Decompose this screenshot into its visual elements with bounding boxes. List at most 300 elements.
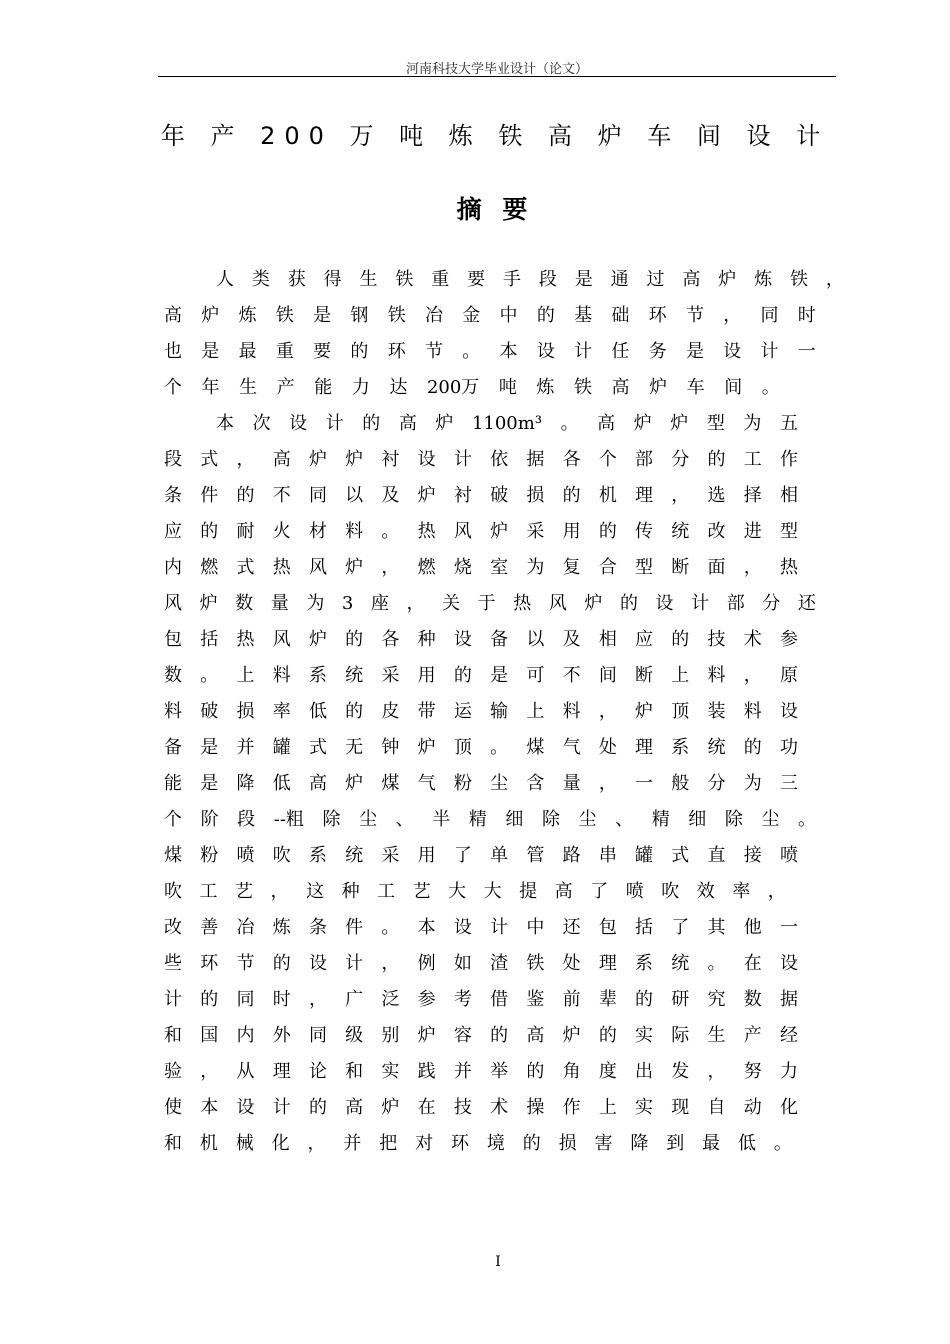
abstract-line <box>164 946 798 982</box>
abstract-token: 经 <box>779 1025 798 1046</box>
abstract-token: 、 <box>615 809 634 830</box>
abstract-token: 的 <box>200 989 219 1010</box>
abstract-token: 的 <box>308 1097 327 1118</box>
abstract-token: 了 <box>590 881 609 902</box>
abstract-token: 顶 <box>671 701 690 722</box>
abstract-token: 产 <box>276 377 295 398</box>
abstract-token: 动 <box>743 1097 762 1118</box>
abstract-line <box>164 802 816 838</box>
abstract-token: 改 <box>707 521 726 542</box>
abstract-line <box>164 370 780 406</box>
abstract-token: 炉 <box>199 593 218 614</box>
abstract-line <box>164 982 798 1018</box>
abstract-token: 炉 <box>584 593 603 614</box>
abstract-token: 用 <box>417 845 436 866</box>
abstract-line <box>216 406 798 442</box>
abstract-token: 内 <box>164 557 182 578</box>
abstract-token: 式 <box>200 449 219 470</box>
abstract-token: 炉 <box>417 737 436 758</box>
abstract-token: 不 <box>272 485 291 506</box>
abstract-token: 件 <box>345 917 364 938</box>
abstract-token: 设 <box>308 953 327 974</box>
abstract-token: 种 <box>417 629 436 650</box>
abstract-token: 并 <box>453 1061 472 1082</box>
abstract-token: 采 <box>526 521 545 542</box>
abstract-token: 型 <box>706 413 725 434</box>
abstract-token: 设 <box>453 629 472 650</box>
abstract-token: 热 <box>236 629 255 650</box>
abstract-token: 材 <box>308 521 327 542</box>
abstract-token: 铁 <box>275 305 294 326</box>
abstract-token: 设 <box>536 341 555 362</box>
abstract-token: 系 <box>308 845 327 866</box>
abstract-token: 设 <box>417 449 436 470</box>
abstract-token: 计 <box>490 917 509 938</box>
abstract-token: 研 <box>671 989 690 1010</box>
abstract-token: 于 <box>477 593 496 614</box>
abstract-token: 。 <box>560 413 579 434</box>
abstract-token: 计 <box>453 449 472 470</box>
abstract-token: 式 <box>308 737 327 758</box>
abstract-token: 面 <box>707 557 726 578</box>
abstract-token: 尘 <box>490 773 509 794</box>
abstract-token: 除 <box>322 809 341 830</box>
abstract-token: 他 <box>743 917 762 938</box>
abstract-token: 中 <box>526 917 545 938</box>
abstract-token: 类 <box>251 269 270 290</box>
abstract-token: 是 <box>200 773 219 794</box>
abstract-token: 采 <box>381 845 400 866</box>
abstract-token: 粉 <box>453 773 472 794</box>
abstract-line <box>216 262 844 298</box>
abstract-token: 统 <box>345 665 364 686</box>
abstract-token: 参 <box>779 629 798 650</box>
abstract-token: 个 <box>164 377 182 398</box>
abstract-token: 低 <box>738 1133 756 1154</box>
abstract-token: 效 <box>696 881 715 902</box>
abstract-token: 的 <box>598 1025 617 1046</box>
abstract-token: 高 <box>164 305 182 326</box>
abstract-token: 热 <box>272 557 291 578</box>
abstract-token: 系 <box>671 737 690 758</box>
abstract-token: 同 <box>760 305 779 326</box>
abstract-token: 尘 <box>359 809 378 830</box>
abstract-token: 罐 <box>635 845 654 866</box>
abstract-token: 计 <box>325 413 344 434</box>
abstract-token: ， <box>381 557 400 578</box>
abstract-token: 括 <box>200 629 219 650</box>
abstract-token: 境 <box>486 1133 505 1154</box>
abstract-token: ， <box>200 1061 219 1082</box>
abstract-token: 大 <box>483 881 502 902</box>
abstract-token: 炼 <box>238 305 257 326</box>
abstract-token: 型 <box>779 521 798 542</box>
abstract-token: 个 <box>164 809 182 830</box>
abstract-token: 艺 <box>412 881 431 902</box>
abstract-token: 提 <box>519 881 538 902</box>
abstract-line <box>164 658 798 694</box>
abstract-token: 重 <box>275 341 294 362</box>
abstract-token: 个 <box>598 449 617 470</box>
abstract-token: ， <box>270 881 289 902</box>
abstract-token: 了 <box>671 917 690 938</box>
abstract-token: 损 <box>236 701 255 722</box>
abstract-token: 术 <box>743 629 762 650</box>
abstract-line <box>164 766 798 802</box>
abstract-token: 理 <box>598 953 617 974</box>
abstract-token: 力 <box>779 1061 798 1082</box>
abstract-token: ， <box>308 989 327 1010</box>
abstract-token: 力 <box>351 377 370 398</box>
abstract-token: 降 <box>236 773 255 794</box>
abstract-token: 处 <box>598 737 617 758</box>
abstract-token: 的 <box>671 629 690 650</box>
abstract-token: 艺 <box>235 881 254 902</box>
abstract-token: 上 <box>598 1097 617 1118</box>
abstract-token: 同 <box>308 485 327 506</box>
abstract-token: 燃 <box>417 557 436 578</box>
abstract-token: 的 <box>236 485 255 506</box>
abstract-token: 时 <box>797 305 816 326</box>
abstract-token: 统 <box>671 953 690 974</box>
abstract-token: 的 <box>362 413 381 434</box>
abstract-token: 尘 <box>578 809 597 830</box>
abstract-token: 依 <box>490 449 509 470</box>
abstract-token: 含 <box>526 773 545 794</box>
abstract-token: 冶 <box>236 917 255 938</box>
abstract-token: 务 <box>648 341 667 362</box>
abstract-line <box>164 910 798 946</box>
abstract-token: 级 <box>345 1025 364 1046</box>
abstract-token: 化 <box>779 1097 798 1118</box>
abstract-token: 还 <box>562 917 581 938</box>
abstract-token: ， <box>236 449 255 470</box>
abstract-token: 的 <box>562 485 581 506</box>
abstract-token: 技 <box>707 629 726 650</box>
abstract-token: 外 <box>272 1025 291 1046</box>
abstract-token: 高 <box>272 449 291 470</box>
abstract-token: 的 <box>619 593 638 614</box>
abstract-token: 料 <box>164 701 182 722</box>
abstract-token: 应 <box>164 521 182 542</box>
abstract-line <box>164 334 816 370</box>
abstract-token: ， <box>743 557 762 578</box>
abstract-token: 低 <box>308 701 327 722</box>
abstract-token: 条 <box>164 485 182 506</box>
abstract-token: 直 <box>707 845 726 866</box>
abstract-token: 铁 <box>387 305 406 326</box>
abstract-token: 本 <box>200 1097 219 1118</box>
abstract-token: --粗 <box>273 809 304 830</box>
abstract-token: 为 <box>743 773 762 794</box>
abstract-token: 半 <box>432 809 451 830</box>
abstract-token: 设 <box>723 341 742 362</box>
abstract-token: 究 <box>707 989 726 1010</box>
abstract-token: 喷 <box>779 845 798 866</box>
abstract-token: 也 <box>164 341 182 362</box>
abstract-token: 统 <box>345 845 364 866</box>
abstract-token: 。 <box>200 665 219 686</box>
abstract-line <box>164 586 816 622</box>
abstract-line <box>164 838 798 874</box>
abstract-token: 高 <box>611 377 630 398</box>
abstract-token: 粉 <box>200 845 219 866</box>
header-rule <box>158 76 836 77</box>
abstract-body <box>164 262 844 1162</box>
abstract-token: ， <box>767 881 786 902</box>
abstract-token: 环 <box>387 341 406 362</box>
abstract-token: 度 <box>598 1061 617 1082</box>
abstract-token: 内 <box>236 1025 255 1046</box>
abstract-token: 钢 <box>350 305 369 326</box>
page-header: 河南科技大学毕业设计（论文） <box>405 62 588 77</box>
abstract-token: 广 <box>345 989 364 1010</box>
abstract-heading: 摘 要 <box>456 195 534 224</box>
abstract-token: 了 <box>453 845 472 866</box>
abstract-token: 节 <box>424 341 443 362</box>
abstract-token: 。 <box>381 521 400 542</box>
abstract-token: 年 <box>201 377 220 398</box>
abstract-token: 备 <box>164 737 182 758</box>
abstract-token: 上 <box>236 665 255 686</box>
abstract-token: 座 <box>370 593 389 614</box>
abstract-token: 铁 <box>526 953 545 974</box>
abstract-token: 间 <box>598 665 617 686</box>
abstract-token: 损 <box>526 485 545 506</box>
abstract-token: 炉 <box>345 449 364 470</box>
abstract-token: 如 <box>453 953 472 974</box>
abstract-token: 最 <box>238 341 257 362</box>
abstract-token: 设 <box>236 1097 255 1118</box>
abstract-token: 努 <box>743 1061 762 1082</box>
abstract-token: 精 <box>651 809 670 830</box>
abstract-token: 生 <box>239 377 258 398</box>
abstract-token: 风 <box>308 557 327 578</box>
abstract-token: 间 <box>724 377 743 398</box>
abstract-token: 段 <box>164 449 182 470</box>
abstract-token: 设 <box>779 701 798 722</box>
abstract-token: 产 <box>743 1025 762 1046</box>
abstract-token: 烧 <box>453 557 472 578</box>
abstract-token: 节 <box>685 305 704 326</box>
abstract-token: 数 <box>164 665 182 686</box>
abstract-token: 皮 <box>381 701 400 722</box>
abstract-token: 使 <box>164 1097 182 1118</box>
abstract-token: 一 <box>779 917 798 938</box>
abstract-token: ， <box>381 953 400 974</box>
abstract-token: 气 <box>562 737 581 758</box>
abstract-token: 吹 <box>661 881 680 902</box>
abstract-token: ， <box>723 305 742 326</box>
abstract-token: 角 <box>562 1061 581 1082</box>
abstract-token: 例 <box>417 953 436 974</box>
abstract-token: 实 <box>635 1025 654 1046</box>
abstract-token: 无 <box>345 737 364 758</box>
abstract-token: 设 <box>655 593 674 614</box>
abstract-token: 炼 <box>754 269 773 290</box>
abstract-token: 炉 <box>718 269 737 290</box>
abstract-token: ， <box>406 593 425 614</box>
abstract-token: 工 <box>743 449 762 470</box>
abstract-token: 条 <box>308 917 327 938</box>
abstract-token: 炼 <box>272 917 291 938</box>
abstract-token: 高 <box>682 269 701 290</box>
abstract-line <box>164 478 798 514</box>
abstract-token: 率 <box>732 881 751 902</box>
abstract-token: 不 <box>562 665 581 686</box>
abstract-token: 据 <box>779 989 798 1010</box>
abstract-token: 金 <box>462 305 481 326</box>
abstract-token: 基 <box>574 305 593 326</box>
abstract-token: 除 <box>541 809 560 830</box>
abstract-token: 选 <box>707 485 726 506</box>
abstract-token: 泛 <box>381 989 400 1010</box>
abstract-token: 别 <box>381 1025 400 1046</box>
abstract-token: 择 <box>743 485 762 506</box>
abstract-token: 合 <box>598 557 617 578</box>
abstract-token: 设 <box>289 413 308 434</box>
abstract-token: 的 <box>522 1133 541 1154</box>
abstract-token: 的 <box>490 1025 509 1046</box>
abstract-token: 本 <box>499 341 518 362</box>
abstract-token: 出 <box>635 1061 654 1082</box>
abstract-token: 并 <box>236 737 255 758</box>
abstract-token: 率 <box>272 701 291 722</box>
abstract-token: 为 <box>743 413 762 434</box>
abstract-token: 作 <box>779 449 798 470</box>
abstract-token: 工 <box>199 881 218 902</box>
abstract-token: 罐 <box>272 737 291 758</box>
abstract-token: 节 <box>236 953 255 974</box>
abstract-token: 鉴 <box>526 989 545 1010</box>
abstract-token: 用 <box>417 665 436 686</box>
abstract-token: 实 <box>635 1097 654 1118</box>
abstract-token: 环 <box>648 305 667 326</box>
abstract-token: 喷 <box>625 881 644 902</box>
abstract-token: 包 <box>598 917 617 938</box>
abstract-token: 、 <box>395 809 414 830</box>
abstract-token: 化 <box>271 1133 290 1154</box>
abstract-token: 细 <box>505 809 524 830</box>
abstract-token: 统 <box>707 737 726 758</box>
abstract-token: ， <box>307 1133 326 1154</box>
abstract-token: 是 <box>574 269 593 290</box>
abstract-token: 一 <box>797 341 816 362</box>
abstract-token: 统 <box>671 521 690 542</box>
abstract-token: 重 <box>431 269 450 290</box>
abstract-token: 通 <box>610 269 629 290</box>
abstract-token: 分 <box>671 449 690 470</box>
abstract-token: 200万 <box>426 377 480 398</box>
abstract-token: 并 <box>343 1133 362 1154</box>
abstract-token: 可 <box>526 665 545 686</box>
abstract-line <box>164 550 798 586</box>
abstract-token: 喷 <box>236 845 255 866</box>
abstract-token: 量 <box>270 593 289 614</box>
abstract-token: 际 <box>671 1025 690 1046</box>
abstract-token: 煤 <box>164 845 182 866</box>
abstract-token: 容 <box>453 1025 472 1046</box>
abstract-token: 善 <box>200 917 219 938</box>
abstract-token: 运 <box>453 701 472 722</box>
abstract-token: 应 <box>635 629 654 650</box>
abstract-token: 损 <box>558 1133 577 1154</box>
abstract-token: 炉 <box>345 557 364 578</box>
abstract-line <box>164 694 798 730</box>
abstract-token: 包 <box>164 629 182 650</box>
abstract-token: 为 <box>306 593 325 614</box>
abstract-token: 害 <box>594 1133 613 1154</box>
abstract-token: 吨 <box>498 377 517 398</box>
abstract-token: 在 <box>417 1097 436 1118</box>
abstract-token: 机 <box>598 485 617 506</box>
abstract-token: 炉 <box>308 629 327 650</box>
abstract-token: 高 <box>597 413 616 434</box>
abstract-token: 相 <box>598 629 617 650</box>
abstract-token: 设 <box>779 953 798 974</box>
abstract-token: 炉 <box>670 413 689 434</box>
abstract-token: 是 <box>313 305 332 326</box>
abstract-token: 精 <box>468 809 487 830</box>
abstract-token: 铁 <box>790 269 808 290</box>
abstract-token: 高 <box>526 1025 545 1046</box>
abstract-token: 把 <box>379 1133 398 1154</box>
abstract-token: 大 <box>448 881 467 902</box>
abstract-token: 料 <box>345 521 364 542</box>
abstract-token: 借 <box>490 989 509 1010</box>
abstract-token: 。 <box>773 1133 792 1154</box>
abstract-token: 钟 <box>381 737 400 758</box>
abstract-token: 和 <box>164 1133 182 1154</box>
abstract-token: 生 <box>707 1025 726 1046</box>
abstract-token: 械 <box>235 1133 254 1154</box>
abstract-token: 括 <box>635 917 654 938</box>
abstract-token: 气 <box>417 773 436 794</box>
abstract-token: 的 <box>345 629 364 650</box>
abstract-token: 现 <box>671 1097 690 1118</box>
abstract-token: 。 <box>761 377 780 398</box>
abstract-token: 过 <box>646 269 665 290</box>
abstract-token: 是 <box>490 665 509 686</box>
abstract-token: 操 <box>526 1097 545 1118</box>
abstract-token: 热 <box>417 521 436 542</box>
abstract-token: 件 <box>200 485 219 506</box>
abstract-token: 上 <box>526 701 545 722</box>
abstract-token: 炉 <box>635 701 654 722</box>
abstract-token: 及 <box>562 629 581 650</box>
abstract-token: 式 <box>671 845 690 866</box>
abstract-token: 炉 <box>345 773 364 794</box>
abstract-token: 低 <box>272 773 291 794</box>
abstract-token: 的 <box>200 521 219 542</box>
abstract-token: 炉 <box>381 1097 400 1118</box>
abstract-line <box>164 730 798 766</box>
abstract-token: 冶 <box>424 305 443 326</box>
abstract-token: ， <box>743 665 762 686</box>
abstract-token: 室 <box>490 557 509 578</box>
abstract-token: 型 <box>635 557 654 578</box>
abstract-token: 顶 <box>453 737 472 758</box>
abstract-token: 环 <box>451 1133 469 1154</box>
abstract-token: 计 <box>272 1097 291 1118</box>
abstract-token: 举 <box>490 1061 509 1082</box>
abstract-token: 实 <box>381 1061 400 1082</box>
abstract-token: 高 <box>554 881 573 902</box>
abstract-token: 计 <box>345 953 364 974</box>
abstract-token: 料 <box>272 665 291 686</box>
abstract-token: 各 <box>381 629 400 650</box>
abstract-token: 自 <box>707 1097 726 1118</box>
